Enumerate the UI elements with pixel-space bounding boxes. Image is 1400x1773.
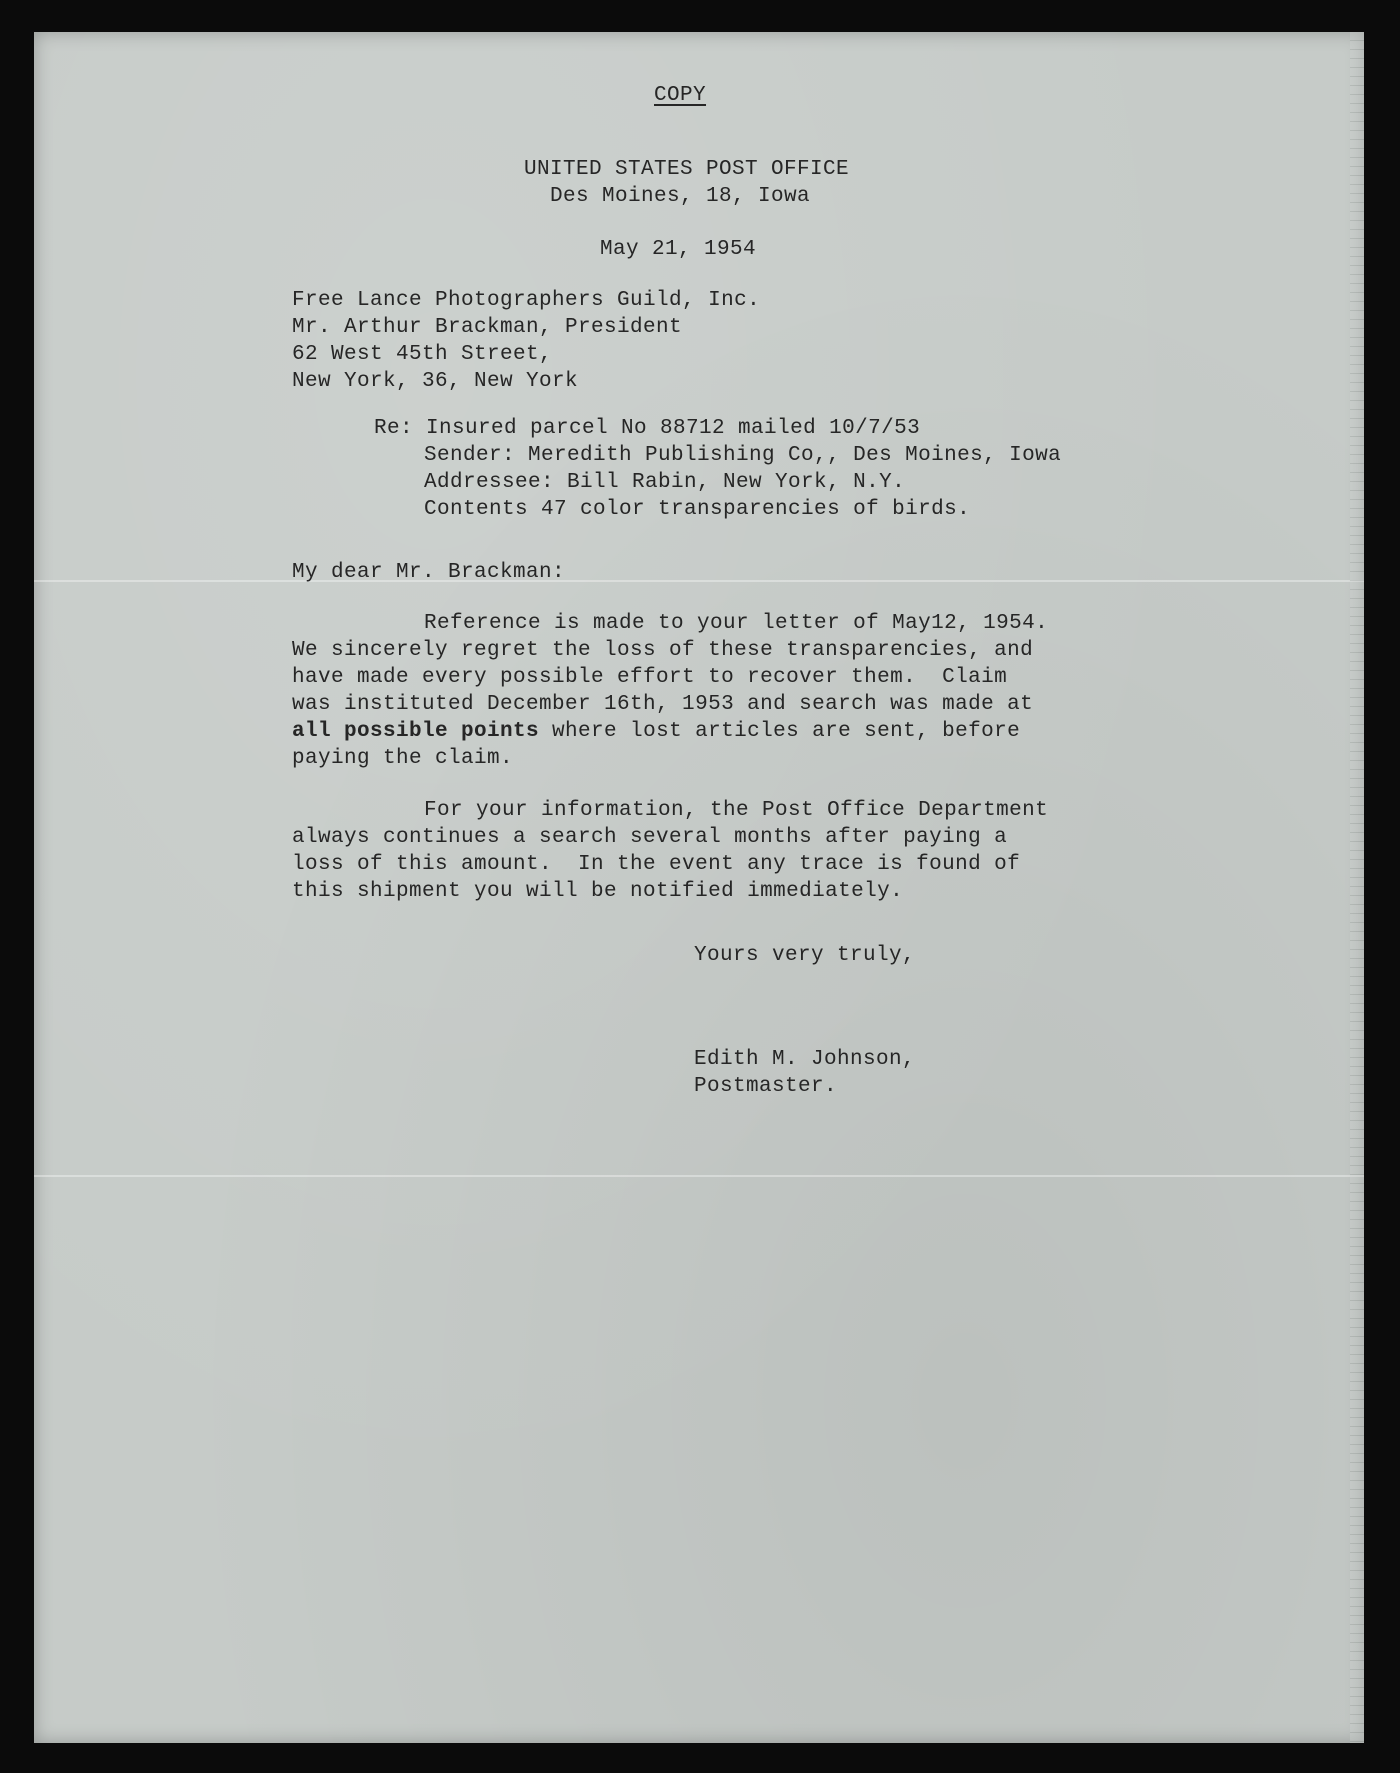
recipient-line: Free Lance Photographers Guild, Inc. xyxy=(292,289,761,312)
header-location: Des Moines, 18, Iowa xyxy=(550,185,811,208)
reference-line: Addressee: Bill Rabin, New York, N.Y. xyxy=(424,471,906,494)
recipient-line: New York, 36, New York xyxy=(292,370,579,393)
copy-label: COPY xyxy=(654,84,707,107)
emphasis-text: all possible points xyxy=(292,720,540,743)
reference-line: Re: Insured parcel No 88712 mailed 10/7/53 xyxy=(374,417,921,440)
fold-line xyxy=(34,1175,1364,1177)
paragraph-line: Reference is made to your letter of May12, 1954. xyxy=(424,612,1049,635)
reference-line: Sender: Meredith Publishing Co,, Des Moines, Iowa xyxy=(424,444,1062,467)
paragraph-line: this shipment you will be notified immediately. xyxy=(292,880,904,903)
letter-date: May 21, 1954 xyxy=(600,238,757,261)
salutation: My dear Mr. Brackman: xyxy=(292,561,566,584)
signer-name: Edith M. Johnson, xyxy=(694,1048,916,1071)
recipient-line: Mr. Arthur Brackman, President xyxy=(292,316,683,339)
paragraph-line: We sincerely regret the loss of these transparencies, and xyxy=(292,639,1034,662)
paragraph-line: loss of this amount. In the event any trace is found of xyxy=(292,853,1021,876)
signer-title: Postmaster. xyxy=(694,1075,838,1098)
paragraph-line: have made every possible effort to recover them. Claim xyxy=(292,666,1008,689)
paragraph-line: For your information, the Post Office Department xyxy=(424,799,1049,822)
edge-ruler xyxy=(1350,32,1364,1743)
letter-page xyxy=(34,32,1364,1743)
paragraph-line: paying the claim. xyxy=(292,747,514,770)
recipient-line: 62 West 45th Street, xyxy=(292,343,553,366)
reference-line: Contents 47 color transparencies of birds. xyxy=(424,498,971,521)
paragraph-line: always continues a search several months after paying a xyxy=(292,826,1008,849)
paragraph-line: was instituted December 16th, 1953 and search was made at xyxy=(292,693,1034,716)
fold-line xyxy=(34,580,1364,582)
paragraph-text: where lost articles are sent, before xyxy=(539,720,1021,743)
header-org: UNITED STATES POST OFFICE xyxy=(524,158,850,181)
paragraph-line xyxy=(292,718,1020,745)
closing: Yours very truly, xyxy=(694,944,916,967)
